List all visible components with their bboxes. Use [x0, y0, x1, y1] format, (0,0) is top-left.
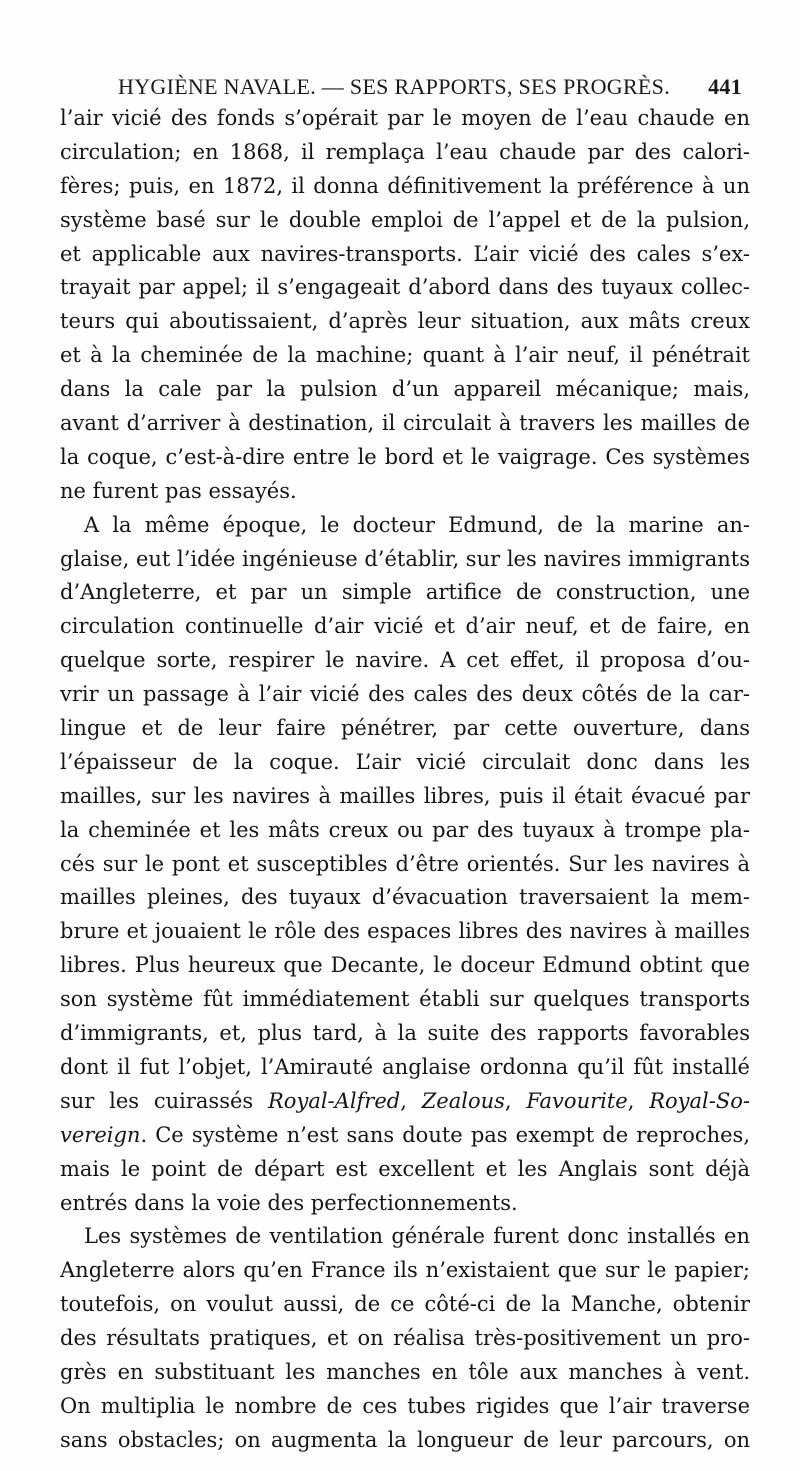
- text-line: sans obstacles; on augmenta la longueur de leur parcours, on: [60, 1427, 750, 1452]
- running-header-title: HYGIÈNE NAVALE. — SES RAPPORTS, SES PROGRÈS.: [118, 74, 671, 99]
- text-line: circulation; en 1868, il remplaça l’eau chaude par des calori-: [60, 139, 750, 164]
- text-run: sur les cuirassés: [60, 1088, 268, 1113]
- text-line: On multiplia le nombre de ces tubes rigides que l’air traverse: [60, 1393, 750, 1418]
- text-line: grès en substituant les manches en tôle aux manches à vent.: [60, 1359, 750, 1384]
- text-run: ,: [400, 1088, 422, 1113]
- paragraph-first-line: A la même époque, le docteur Edmund, de la marine an-: [84, 512, 750, 537]
- text-line: toutefois, on voulut aussi, de ce côté-ci de la Manche, obtenir: [60, 1292, 750, 1317]
- text-line: dont il fut l’objet, l’Amirauté anglaise ordonna qu’il fût installé: [60, 1054, 750, 1079]
- page-number: 441: [708, 74, 742, 99]
- text-line: dans la cale par la pulsion d’un appareil mécanique; mais,: [60, 377, 750, 402]
- text-line: fères; puis, en 1872, il donna définitivement la préférence à un: [60, 173, 750, 198]
- text-line: d’Angleterre, et par un simple artifice de construction, une: [60, 580, 750, 605]
- text-line: système basé sur le double emploi de l’appel et de la pulsion,: [60, 207, 750, 232]
- text-line-ship-names: [60, 1119, 750, 1153]
- text-line: la cheminée et les mâts creux ou par des tuyaux à trompe pla-: [60, 817, 750, 842]
- paragraph-first-line: Les systèmes de ventilation générale furent donc installés en: [84, 1224, 750, 1249]
- ship-name: Royal-So-: [649, 1088, 750, 1113]
- text-line: l’air vicié des fonds s’opérait par le moyen de l’eau chaude en: [60, 106, 750, 130]
- text-line: teurs qui aboutissaient, d’après leur situation, aux mâts creux: [60, 309, 750, 334]
- text-line: son système fût immédiatement établi sur quelques transports: [60, 987, 750, 1012]
- text-line: d’immigrants, et, plus tard, à la suite des rapports favorables: [60, 1021, 750, 1046]
- text-run: . Ce système n’est sans doute pas exempt de reproches,: [140, 1122, 750, 1147]
- text-line: quelque sorte, respirer le navire. A cet effet, il proposa d’ou-: [60, 648, 750, 673]
- text-line: glaise, eut l’idée ingénieuse d’établir, sur les navires immigrants: [60, 546, 750, 571]
- paragraph-last-line: ne furent pas essayés.: [60, 478, 297, 503]
- text-run: ,: [504, 1088, 527, 1113]
- text-line: avant d’arriver à destination, il circulait à travers les mailles de: [60, 411, 750, 436]
- text-line: libres. Plus heureux que Decante, le doceur Edmund obtint que: [60, 953, 750, 978]
- ship-name: Zealous: [421, 1088, 505, 1113]
- text-line: circulation continuelle d’air vicié et d’air neuf, et de faire, en: [60, 614, 750, 639]
- text-line: trayait par appel; il s’engageait d’abord dans des tuyaux collec-: [60, 275, 750, 300]
- text-line: l’épaisseur de la coque. L’air vicié circulait donc dans les: [60, 749, 750, 774]
- text-line: la coque, c’est-à-dire entre le bord et le vaigrage. Ces systèmes: [60, 444, 750, 469]
- body-text: [60, 102, 750, 1458]
- text-line: mailles pleines, des tuyaux d’évacuation traversaient la mem-: [60, 885, 750, 910]
- text-line: mais le point de départ est excellent et les Anglais sont déjà: [60, 1156, 750, 1181]
- running-header: [118, 60, 742, 100]
- text-line: des résultats pratiques, et on réalisa très-positivement un pro-: [60, 1326, 750, 1351]
- text-line-ship-names: [60, 1085, 750, 1119]
- text-run: ,: [627, 1088, 650, 1113]
- paragraph-last-line: entrés dans la voie des perfectionnements.: [60, 1190, 518, 1215]
- ship-name: Favourite: [526, 1088, 628, 1113]
- text-line: vrir un passage à l’air vicié des cales des deux côtés de la car-: [60, 682, 750, 707]
- ship-name: Royal-Alfred: [268, 1088, 401, 1113]
- text-line: brure et jouaient le rôle des espaces libres des navires à mailles: [60, 919, 750, 944]
- text-line: mailles, sur les navires à mailles libres, puis il était évacué par: [60, 783, 750, 808]
- text-line: et à la cheminée de la machine; quant à l’air neuf, il pénétrait: [60, 343, 750, 368]
- ship-name: vereign: [60, 1122, 141, 1147]
- text-line: cés sur le pont et susceptibles d’être orientés. Sur les navires à: [60, 851, 750, 876]
- text-line: et applicable aux navires-transports. L’air vicié des cales s’ex-: [60, 241, 750, 266]
- text-line: lingue et de leur faire pénétrer, par cette ouverture, dans: [60, 716, 750, 741]
- text-line: Angleterre alors qu’en France ils n’existaient que sur le papier;: [60, 1258, 750, 1283]
